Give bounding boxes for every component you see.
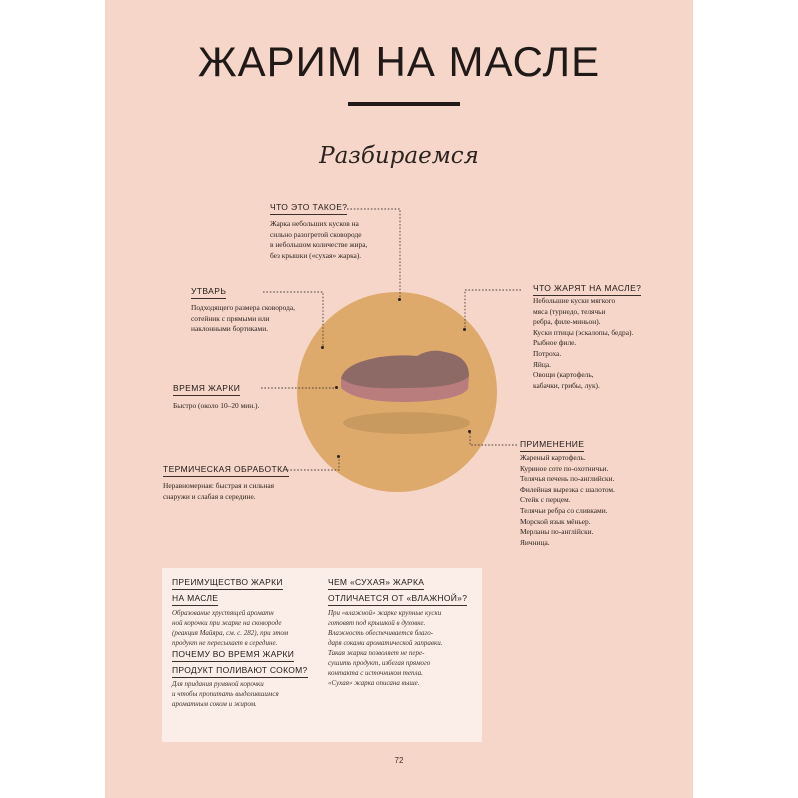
leader-dot (337, 455, 340, 458)
thermal-heading: ТЕРМИЧЕСКАЯ ОБРАБОТКА (163, 464, 289, 477)
advantage-text: Образование хрустящей ароматн ной корочки при жарке на сковороде (реакция Майяра, см. с. 282), при этом продукт не пересыхает в середине. (172, 609, 289, 647)
page (105, 0, 693, 798)
leader-dot (335, 386, 338, 389)
leader-dot (463, 328, 466, 331)
advantage-heading: ПРЕИМУЩЕСТВО ЖАРКИ НА МАСЛЕ (172, 576, 283, 608)
page-number: 72 (394, 756, 404, 765)
dry-vs-moist-text: При «влажной» жарке крупные куски готовят под крышкой в духовке. Влажность обеспечивается благо- даря соками ароматической заправки. Такая жарка позволяет не пере- сушить продукт, избегая прямого контакта с источником тепла. «Сухая» жарка описана выше. (328, 609, 443, 687)
what-fried-heading: ЧТО ЖАРЯТ НА МАСЛЕ? (533, 283, 641, 296)
dry-vs-moist-heading: ЧЕМ «СУХАЯ» ЖАРКА ОТЛИЧАЕТСЯ ОТ «ВЛАЖНОЙ»? (328, 576, 467, 608)
usage-text: Жареный картофель. Куриное соте по-охотничьи. Телячья печень по-английски. Филейная вырезка с шалотом. Стейк с перцем. Телячьи ребра со сливками. Морской язык мёньер. Мерланы по-англійски. Яичница. (520, 453, 615, 547)
why-baste-heading: ПОЧЕМУ ВО ВРЕМЯ ЖАРКИ ПРОДУКТ ПОЛИВАЮТ СОКОМ? (172, 648, 308, 680)
page-title: ЖАРИМ НА МАСЛЕ (197, 38, 601, 85)
page-subtitle: Разбираемся (319, 143, 479, 169)
leader-dot (398, 298, 401, 301)
what-fried-text: Небольшие куски мягкого мяса (турнедо, телячьи ребра, филе-миньон). Куски птицы (эскалопы, бедра). Рыбное филе. Потроха. Яйца. Овощи (картофель, кабачки, грибы, лук). (533, 296, 634, 390)
why-baste-text: Для придания румяной корочки и чтобы пропитать выделившимся ароматным соком и жиром. (172, 680, 279, 708)
time-heading: ВРЕМЯ ЖАРКИ (173, 383, 240, 396)
utensils-heading: УТВАРЬ (191, 286, 226, 299)
time-text: Быстро (около 10–20 мин.). (173, 401, 260, 410)
what-heading: ЧТО ЭТО ТАКОЕ? (270, 202, 347, 215)
thermal-text: Неравномерная: быстрая и сильная снаружи и слабая в середине. (163, 481, 275, 501)
info-box (162, 568, 482, 742)
leader-dot (321, 346, 324, 349)
what-text: Жарка небольших кусков на сильно разогретой сковороде в небольшом количестве жира, без крышки («сухая» жарка). (270, 219, 368, 260)
utensils-text: Подходящего размера сковорода, сотейник с прямыми или наклонными бортиками. (191, 303, 295, 334)
leader-dot (468, 430, 471, 433)
usage-heading: ПРИМЕНЕНИЕ (520, 439, 584, 452)
